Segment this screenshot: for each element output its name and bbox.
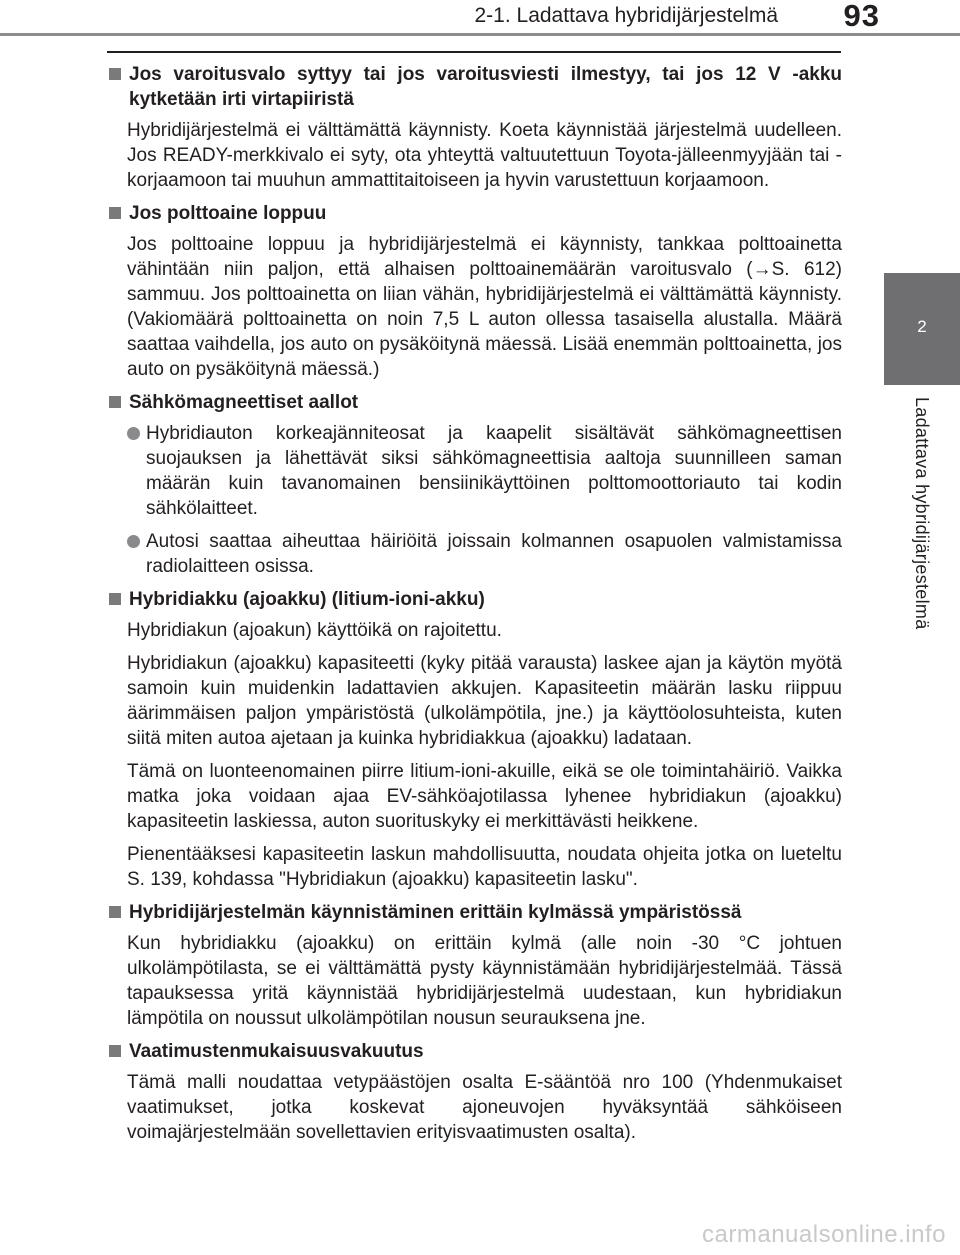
circle-bullet-icon: [127, 535, 140, 548]
section-heading: [107, 201, 842, 226]
chapter-tab: [884, 273, 960, 385]
heading-text: Hybridiakku (ajoakku) (litium-ioni-akku): [129, 589, 485, 610]
header-divider: [0, 33, 960, 36]
heading-text: Hybridijärjestelmän käynnistäminen erittäin kylmässä ympäristössä: [129, 902, 742, 923]
list-item: [127, 421, 842, 521]
circle-bullet-icon: [127, 427, 140, 440]
page-number: 93: [843, 0, 880, 33]
page-content: [107, 62, 842, 1153]
content-divider: [107, 51, 841, 53]
section-heading: [107, 390, 842, 415]
chapter-title: Ladattava hybridijärjestelmä: [912, 397, 932, 630]
paragraph: Pienentääksesi kapasiteetin laskun mahdollisuutta, noudata ohjeita jotka on lueteltu S. 139, kohdassa "Hybridiakun (ajoakku) kapasiteetin lasku".: [127, 844, 842, 890]
section-conformity: [107, 1039, 842, 1145]
paragraph: Hybridiakun (ajoakku) kapasiteetti (kyky pitää varausta) laskee ajan ja käytön myötä samoin kuin muidenkin ladattavien akkujen. Kapasiteetin määrän lasku riippuu äärimmäisen paljon ympäristöstä (ulkolämpötila, jne.) ja käyttöolosuhteista, kuten siitä miten autoa ajetaan ja kuinka hybridiakkua (ajoakku) ladataan.: [127, 653, 842, 749]
paragraph: Kun hybridiakku (ajoakku) on erittäin kylmä (alle noin -30 °C johtuen ulkolämpötilasta, se ei välttämättä pysty käynnistämään hybridijärjestelmää. Tässä tapauksessa yritä käynnistää hybridijärjestelmä uudestaan, kun hybridiakun lämpötila on noussut ulkolämpötilan nousun seurauksena jne.: [127, 933, 842, 1029]
square-bullet-icon: [109, 906, 121, 918]
heading-text: Vaatimustenmukaisuusvakuutus: [129, 1041, 424, 1062]
section-fuel: [107, 201, 842, 382]
section-hybrid-battery: [107, 587, 842, 892]
section-warning-light: [107, 62, 842, 193]
section-heading: [107, 62, 842, 112]
list-item-text: Hybridiauton korkeajänniteosat ja kaapelit sisältävät sähkömagneettisen suojauksen ja lähettävät siksi sähkömagneettisia aaltoja suunnilleen saman määrän kuin tavanomainen bensiinikäyttöinen polttomoottoriauto tai kodin sähkölaitteet.: [146, 423, 842, 519]
heading-text: Jos polttoaine loppuu: [129, 203, 327, 224]
square-bullet-icon: [109, 1045, 121, 1057]
section-cold-start: [107, 900, 842, 1031]
section-title: 2-1. Ladattava hybridijärjestelmä: [474, 4, 778, 27]
page-header: [0, 0, 960, 38]
watermark: carmanualsonline.info: [702, 1221, 946, 1248]
paragraph: Jos polttoaine loppuu ja hybridijärjestelmä ei käynnisty, tankkaa polttoainetta vähintään niin paljon, että alhaisen polttoainemäärän varoitusvalo (→S. 612) sammuu. Jos polttoainetta on liian vähän, hybridijärjestelmä ei välttämättä käynnisty. (Vakiomäärä polttoainetta on noin 7,5 L auton ollessa tasaisella alustalla. Määrä saattaa vaihdella, jos auto on pysäköitynä mäessä. Lisää enemmän polttoainetta, jos auto on pysäköitynä mäessä.): [127, 234, 842, 380]
section-heading: [107, 900, 842, 925]
paragraph: Tämä on luonteenomainen piirre litium-ioni-akuille, eikä se ole toimintahäiriö. Vaikka matka joka voidaan ajaa EV-sähköajotilassa lyhenee hybridiakun (ajoakku) kapasiteetin laskiessa, auton suorituskyky ei merkittävästi heikkene.: [127, 761, 842, 832]
paragraph: Tämä malli noudattaa vetypäästöjen osalta E-sääntöä nro 100 (Yhdenmukaiset vaatimukset, jotka koskevat ajoneuvojen hyväksyntää sähköiseen voimajärjestelmään sovellettavien erityisvaatimusten osalta).: [127, 1072, 842, 1143]
list-item-text: Autosi saattaa aiheuttaa häiriöitä joissain kolmannen osapuolen valmistamissa radiolaitteen osissa.: [146, 531, 842, 577]
section-heading: [107, 587, 842, 612]
heading-text: Jos varoitusvalo syttyy tai jos varoitusviesti ilmestyy, tai jos 12 V -akku kytketään irti virtapiiristä: [129, 64, 842, 110]
square-bullet-icon: [109, 207, 121, 219]
section-electromagnetic: [107, 390, 842, 579]
paragraph: Hybridijärjestelmä ei välttämättä käynnisty. Koeta käynnistää järjestelmä uudelleen. Jos READY-merkkivalo ei syty, ota yhteyttä valtuutettuun Toyota-jälleenmyyjään tai -korjaamoon tai muuhun ammattitaitoiseen ja hyvin varustettuun korjaamoon.: [127, 120, 842, 191]
square-bullet-icon: [109, 593, 121, 605]
paragraph: Hybridiakun (ajoakun) käyttöikä on rajoitettu.: [127, 620, 502, 641]
heading-text: Sähkömagneettiset aallot: [129, 392, 359, 413]
square-bullet-icon: [109, 68, 121, 80]
chapter-number: 2: [917, 317, 927, 336]
section-heading: [107, 1039, 842, 1064]
square-bullet-icon: [109, 396, 121, 408]
list-item: [127, 529, 842, 579]
